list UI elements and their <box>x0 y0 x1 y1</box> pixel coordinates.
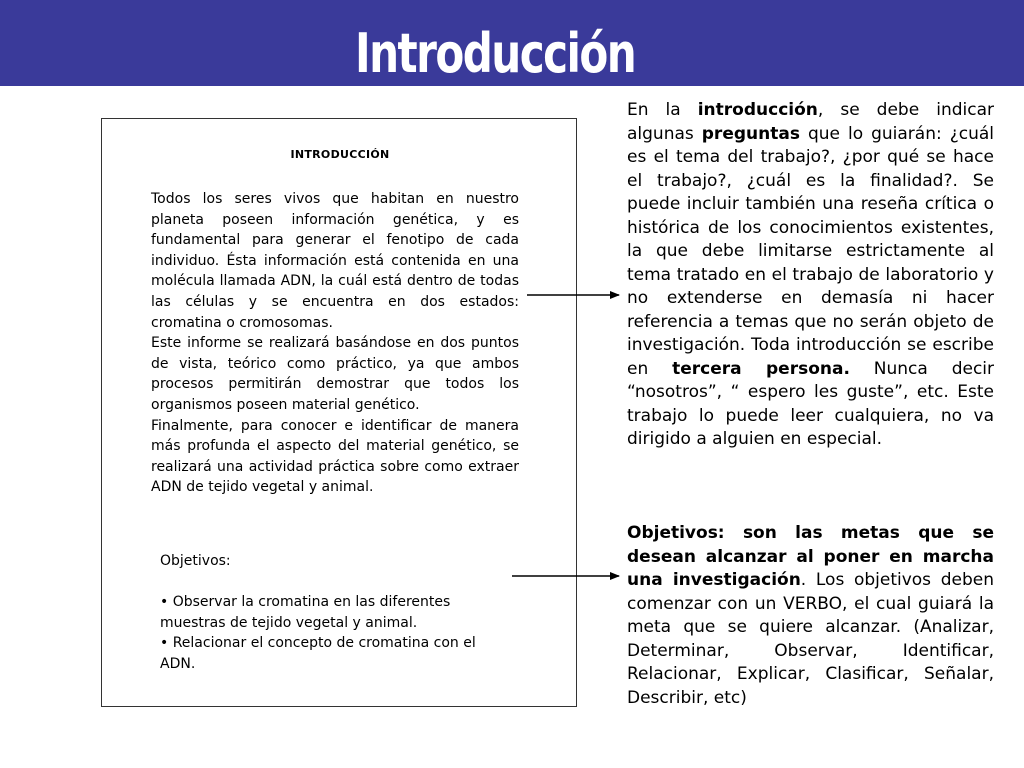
document-body <box>151 189 519 498</box>
objective-item: • Relacionar el concepto de cromatina con el ADN. <box>160 635 476 672</box>
document-objectives <box>160 551 506 675</box>
document-example-box <box>101 118 577 707</box>
document-paragraph: Este informe se realizará basándose en dos puntos de vista, teórico como práctico, ya que ambos procesos permitirán demostrar que todos los organismos poseen material genético. <box>151 335 519 413</box>
objectives-title: Objetivos: <box>160 553 231 569</box>
intro-explanation-text: En la introducción, se debe indicar algunas preguntas que lo guiarán: ¿cuál es el tema del trabajo?, ¿por qué se hace el trabajo?, ¿cuál es la finalidad?. Se puede incluir también una reseña crítica o histórica de los conocimientos existentes, la que debe limitarse estrictamente al tema tratado en el trabajo de laboratorio y no extenderse en demasía ni hacer referencia a temas que no serán objeto de investigación. Toda introducción se escribe en tercera persona. Nunca decir “nosotros”, “ espero les guste”, etc. Este trabajo lo puede leer cualquiera, no va dirigido a alguien en especial. <box>627 100 994 449</box>
document-paragraph: Todos los seres vivos que habitan en nuestro planeta poseen información genética, y es fundamental para generar el fenotipo de cada individuo. Ésta información está contenida en una molécula llamada ADN, la cuál está dentro de todas las células y se encuentra en dos estados: cromatina o cromosomas. <box>151 191 519 331</box>
spacer <box>160 572 506 593</box>
slide-title: Introducción <box>355 22 636 85</box>
document-paragraph: Finalmente, para conocer e identificar de manera más profunda el aspecto del material genético, se realizará una actividad práctica sobre como extraer ADN de tejido vegetal y animal. <box>151 417 519 496</box>
objectives-explanation-text: Objetivos: son las metas que se desean alcanzar al poner en marcha una investigación. Los objetivos deben comenzar con un VERBO, el cual guiará la meta que se quiere alcanzar. (Analizar, Determinar, Observar, Identificar, Relacionar, Explicar, Clasificar, Señalar, Describir, etc) <box>627 523 994 708</box>
objective-item: • Observar la cromatina en las diferentes muestras de tejido vegetal y animal. <box>160 594 451 631</box>
document-heading: INTRODUCCIÓN <box>290 148 390 161</box>
